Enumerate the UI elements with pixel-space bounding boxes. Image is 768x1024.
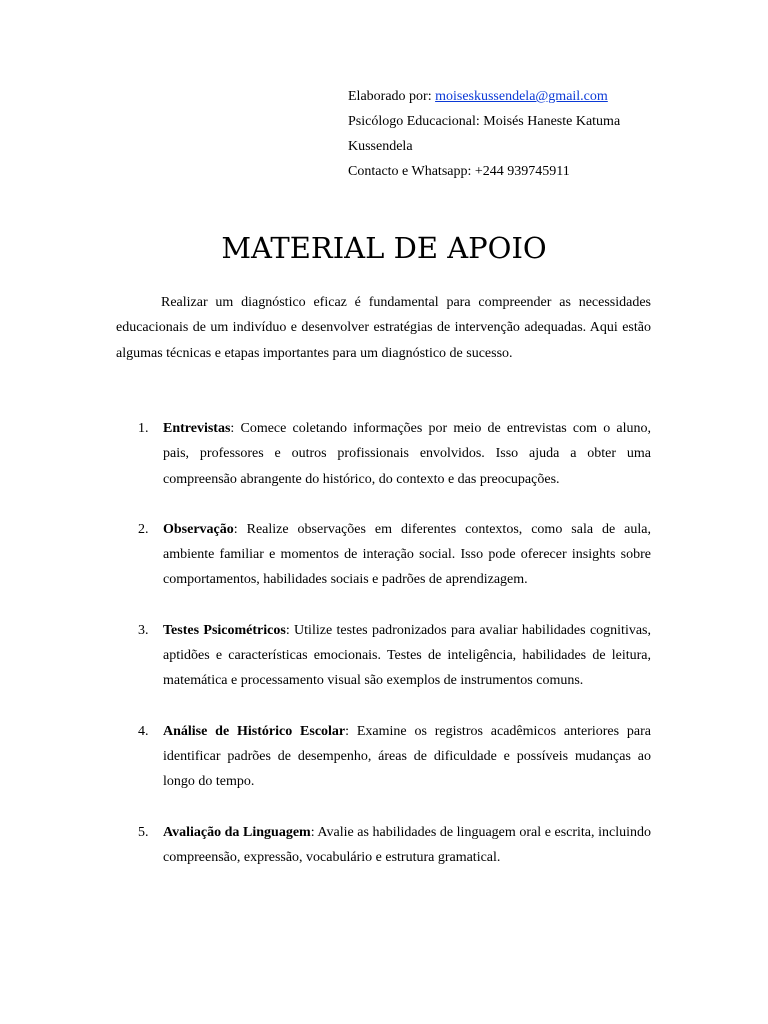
item-text: : Avalie as habilidades de linguagem oral e escrita, incluindo compreensão, expressão, vocabulário e estrutura gramatical. [163,824,651,865]
item-term: Entrevistas [163,421,231,436]
author-line [348,84,658,109]
page-title: MATERIAL DE APOIO [221,231,547,265]
item-term: Testes Psicométricos [163,622,286,638]
list-item [116,517,651,593]
item-text: : Realize observações em diferentes contextos, como sala de aula, ambiente familiar e momentos de interação social. Isso pode oferecer insights sobre comportamentos, habilidades sociais e padrões de aprendizagem. [163,521,651,588]
item-number: 2. [138,521,149,537]
item-text: : Comece coletando informações por meio de entrevistas com o aluno, pais, professores e outros profissionais envolvidos. Isso ajuda a obter uma compreensão abrangente do histórico, do contexto e das preocupações. [163,421,651,487]
author-info [348,84,658,184]
list-item [116,820,651,871]
item-term: Observação [163,521,234,537]
contact-line: Contacto e Whatsapp: +244 939745911 [348,164,570,179]
item-number: 1. [138,421,149,436]
item-term: Análise de Histórico Escolar [163,723,346,739]
item-text: : Examine os registros acadêmicos anteriores para identificar padrões de desempenho, áreas de dificuldade e possíveis mudanças ao longo do tempo. [163,723,651,790]
item-number: 5. [138,824,149,840]
elaborado-label: Elaborado por: [348,89,436,104]
list-item [116,416,651,492]
item-term: Avaliação da Linguagem [163,824,311,840]
psicologo-line-2: Kussendela [348,139,413,154]
item-number: 3. [138,622,149,638]
item-number: 4. [138,723,149,739]
intro-paragraph: Realizar um diagnóstico eficaz é fundamental para compreender as necessidades educacionais de um indivíduo e desenvolver estratégias de intervenção adequadas. Aqui estão algumas técnicas e etapas importantes para um diagnóstico de sucesso. [116,295,651,361]
list-item [116,719,651,795]
list-item [116,618,651,694]
item-text: : Utilize testes padronizados para avaliar habilidades cognitivas, aptidões e características emocionais. Testes de inteligência, habilidades de leitura, matemática e processamento visual são exemplos de instrumentos comuns. [163,622,651,689]
technique-list [116,416,651,895]
psicologo-line-1: Psicólogo Educacional: Moisés Haneste Katuma [348,114,621,129]
email-link[interactable]: moiseskussendela@gmail.com [435,89,608,104]
